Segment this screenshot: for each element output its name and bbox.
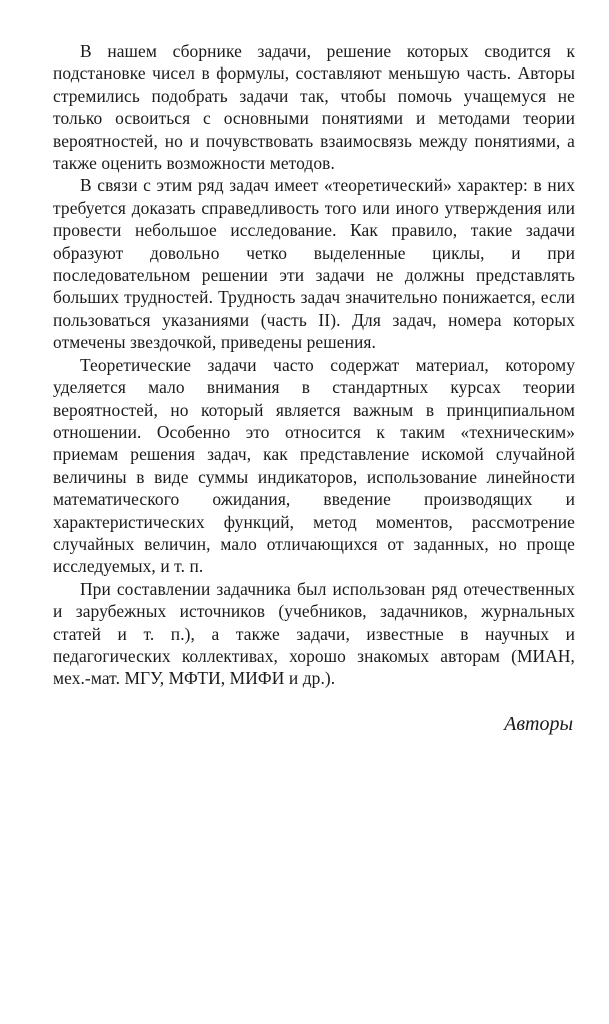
preface-paragraph-4: При составлении задачника был использован ряд отечественных и зарубежных источников (учебников, задачников, журнальных статей и т. п.), а также задачи, известные в научных и педагогических коллективах, хорошо знакомых авторам (МИАН, мех.-мат. МГУ, МФТИ, МИФИ и др.). xyxy=(53,578,575,689)
preface-page xyxy=(53,40,575,736)
authors-signature: Авторы xyxy=(504,712,573,735)
preface-paragraph-2: В связи с этим ряд задач имеет «теоретический» характер: в них требуется доказать справедливость того или иного утверждения или провести небольшое исследование. Как правило, такие задачи образуют довольно четко выделенные циклы, и при последовательном решении эти задачи не должны представлять больших трудностей. Трудность задач значительно понижается, если пользоваться указаниями (часть II). Для задач, номера которых отмечены звездочкой, приведены решения. xyxy=(53,175,575,353)
preface-paragraph-3: Теоретические задачи часто содержат материал, которому уделяется мало внимания в стандартных курсах теории вероятностей, но который является важным в принципиальном отношении. Особенно это относится к таким «техническим» приемам решения задач, как представление искомой случайной величины в виде суммы индикаторов, использование линейности математического ожидания, введение производящих и характеристических функций, метод моментов, рассмотрение случайных величин, мало отличающихся от заданных, но проще исследуемых, и т. п. xyxy=(53,354,575,577)
preface-paragraph-1: В нашем сборнике задачи, решение которых сводится к подстановке чисел в формулы, составляют меньшую часть. Авторы стремились подобрать задачи так, чтобы помочь учащемуся не только освоиться с основными понятиями и методами теории вероятностей, но и почувствовать взаимосвязь между понятиями, а также оценить возможности методов. xyxy=(53,41,575,174)
